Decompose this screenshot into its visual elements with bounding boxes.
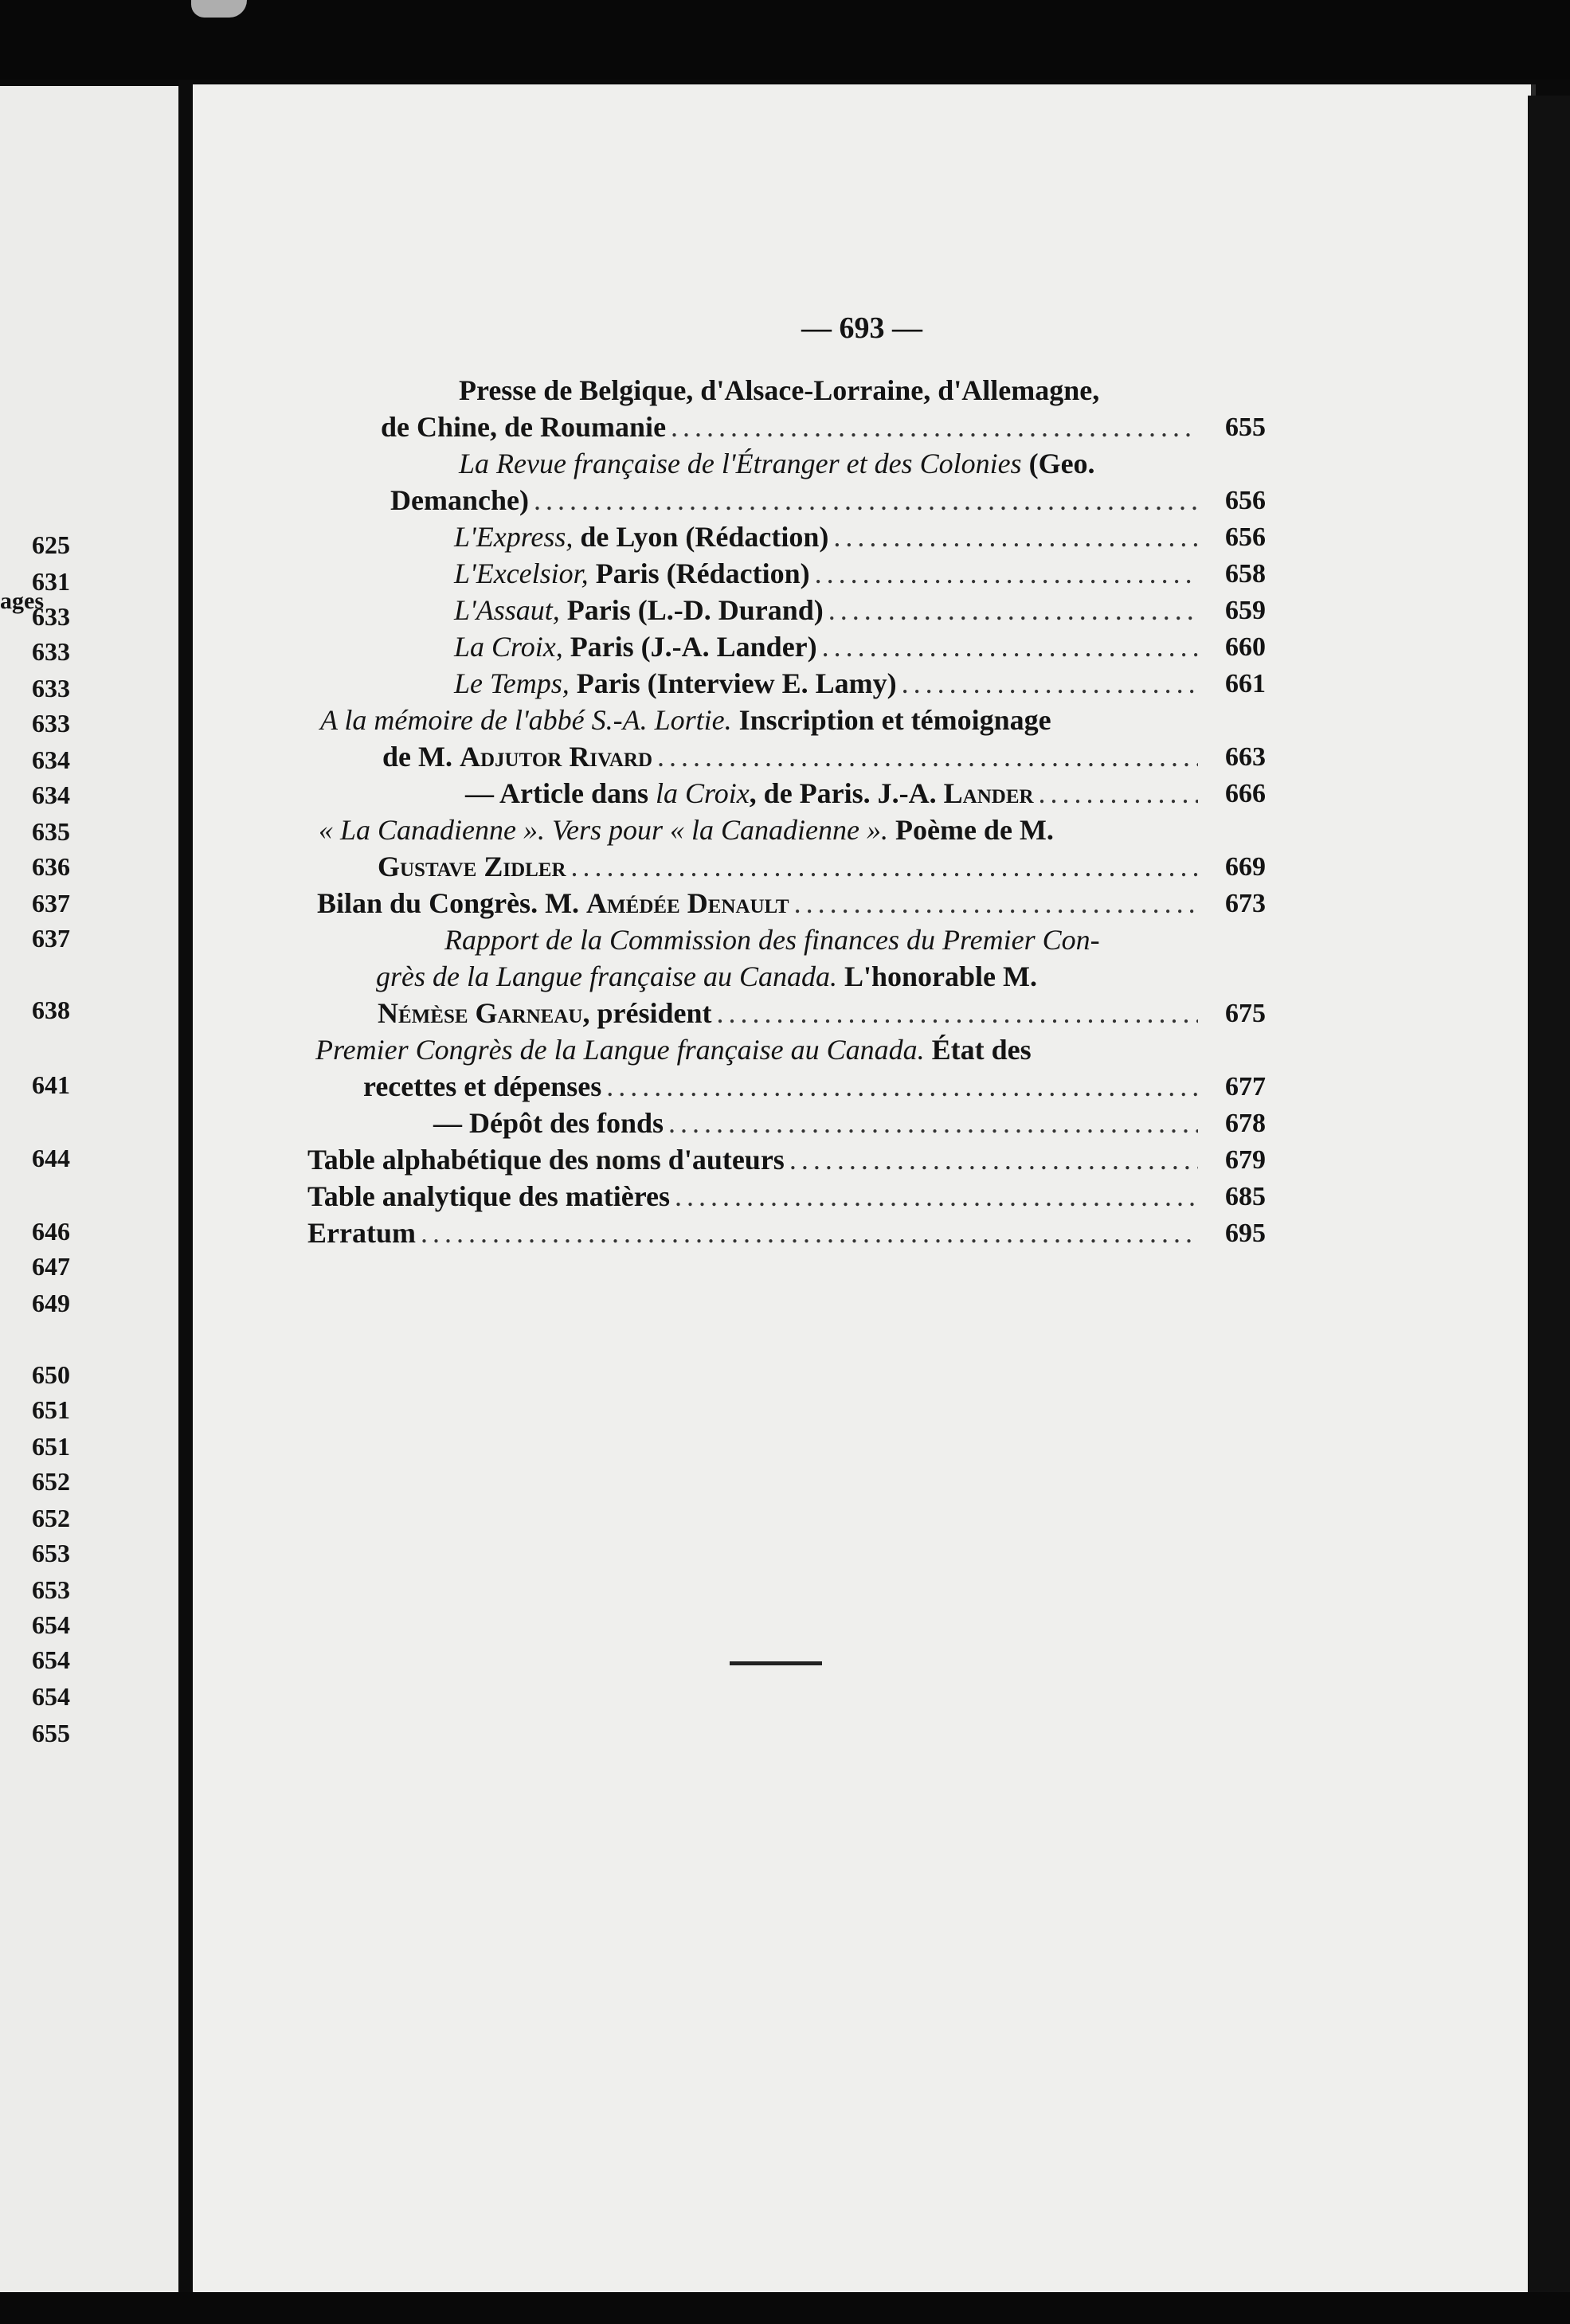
toc-entry-line (444, 922, 1100, 957)
toc-text-run: Table analytique des matières (307, 1180, 671, 1212)
left-page-number: 633 (32, 709, 70, 737)
toc-text-run: Poème de M. (887, 814, 1054, 846)
toc-text-run: Paris (Rédaction) (588, 558, 810, 589)
toc-page-number: 666 (1225, 779, 1266, 808)
toc-entry-text (459, 374, 1099, 406)
toc-text-run: « La Canadienne ». Vers pour « la Canadienne ». (319, 814, 888, 846)
toc-entry-text (444, 924, 1100, 956)
toc-entry-line (320, 702, 1051, 737)
toc-entry-text (465, 776, 1034, 811)
book-gutter (178, 80, 193, 2302)
toc-text-run: Amédée Denault (586, 887, 789, 919)
toc-entry-text (320, 704, 1051, 736)
toc-text-run: — Article dans (465, 777, 656, 809)
toc-text-run: L'Excelsior, (454, 558, 589, 589)
dot-leader (421, 1215, 1198, 1250)
toc-page-number: 669 (1225, 852, 1266, 882)
left-page-number: 652 (32, 1504, 70, 1532)
toc-text-run: Demanche) (390, 484, 529, 516)
left-page-number: 638 (32, 996, 70, 1024)
scan-blemish (191, 0, 247, 18)
toc-page-number: 658 (1225, 559, 1266, 589)
dot-leader (606, 1069, 1198, 1104)
toc-entry-text (307, 1215, 416, 1250)
dot-leader (534, 483, 1198, 518)
left-page-number: 654 (32, 1645, 70, 1674)
toc-entry-line (390, 483, 1203, 518)
dot-leader (571, 849, 1198, 884)
toc-entry-text (307, 1142, 785, 1177)
toc-page-number: 663 (1225, 742, 1266, 772)
toc-text-run: Lander (943, 777, 1034, 809)
left-page-number: 655 (32, 1719, 70, 1747)
left-page-number: 637 (32, 924, 70, 953)
toc-entry-line (454, 629, 1203, 664)
toc-entry-line (378, 996, 1203, 1031)
toc-entry-line (363, 1069, 1203, 1104)
left-page-number: 625 (32, 530, 70, 559)
left-page-number: 654 (32, 1682, 70, 1711)
toc-text-run: Paris (J.-A. Lander) (562, 631, 817, 663)
left-page-number: 634 (32, 781, 70, 809)
toc-entry-text (459, 448, 1095, 479)
dot-leader (675, 1179, 1198, 1214)
toc-entry-line (378, 849, 1203, 884)
toc-page-number: 661 (1225, 669, 1266, 698)
toc-text-run: La Revue française de l'Étranger et des Colonies (459, 448, 1022, 479)
toc-entry-line (454, 666, 1203, 701)
dot-leader (789, 1142, 1198, 1177)
toc-text-run: Inscription et témoignage (731, 704, 1051, 736)
closing-rule (730, 1661, 822, 1665)
scan-border-right (1528, 96, 1570, 2324)
left-page-number: 635 (32, 817, 70, 846)
left-page-number: 644 (32, 1144, 70, 1172)
toc-text-run: Gustave Zidler (378, 851, 566, 882)
toc-entry-line (382, 739, 1203, 774)
toc-page-number: 673 (1225, 889, 1266, 918)
left-page-header: ages (0, 588, 44, 614)
toc-entry-line (454, 593, 1203, 628)
toc-text-run: — Dépôt des fonds (433, 1107, 664, 1139)
right-page (193, 84, 1536, 2297)
toc-entry-text (454, 593, 824, 628)
toc-page-number: 685 (1225, 1182, 1266, 1211)
toc-entry-text (317, 886, 789, 921)
toc-entry-text (315, 1034, 1032, 1066)
left-page-number: 631 (32, 567, 70, 596)
toc-entry-text (376, 961, 1037, 992)
toc-text-run: Erratum (307, 1217, 416, 1249)
toc-text-run: recettes et dépenses (363, 1070, 602, 1102)
left-page-number: 646 (32, 1217, 70, 1246)
toc-page-number: 656 (1225, 486, 1266, 515)
toc-entry-line (454, 556, 1203, 591)
toc-entry-text (319, 814, 1054, 846)
page-folio: — 693 — (801, 311, 922, 345)
toc-text-run: , de Paris. J.-A. (749, 777, 944, 809)
toc-entry-line (433, 1105, 1203, 1140)
toc-text-run: L'Assaut, (454, 594, 560, 626)
toc-text-run: Premier Congrès de la Langue française au Canada. (315, 1034, 925, 1066)
left-page-number: 633 (32, 602, 70, 631)
toc-page-number: 659 (1225, 596, 1266, 625)
left-page-number: 653 (32, 1575, 70, 1604)
left-page-number: 647 (32, 1252, 70, 1281)
toc-entry-text (454, 629, 817, 664)
toc-page-number: 695 (1225, 1219, 1266, 1248)
toc-page-number: 677 (1225, 1072, 1266, 1101)
toc-text-run: Roumanie (540, 411, 667, 443)
dot-leader (794, 886, 1198, 921)
scan-border-bottom (0, 2292, 1570, 2324)
toc-page-number: 679 (1225, 1145, 1266, 1175)
left-page-number: 634 (32, 745, 70, 774)
toc-entry-text (363, 1069, 601, 1104)
toc-text-run: (Geo. (1021, 448, 1095, 479)
left-page-number: 649 (32, 1289, 70, 1317)
toc-entry-text (378, 996, 711, 1031)
toc-entry-line (307, 1142, 1203, 1177)
toc-text-run: Table alphabétique des noms d'auteurs (307, 1144, 785, 1176)
toc-text-run: Paris (L.-D. Durand) (559, 594, 824, 626)
toc-page-number: 660 (1225, 632, 1266, 662)
left-page (0, 86, 178, 2292)
dot-leader (657, 739, 1198, 774)
toc-entry-line (315, 1032, 1032, 1067)
toc-page-number: 675 (1225, 999, 1266, 1028)
toc-text-run: Rapport de la Commission des finances du Premier Con- (444, 924, 1100, 956)
toc-text-run: Presse de Belgique, d'Alsace-Lorraine, d'Allemagne, (459, 374, 1100, 406)
left-page-number: 641 (32, 1070, 70, 1099)
toc-entry-line (459, 446, 1095, 481)
left-page-number: 633 (32, 674, 70, 702)
toc-entry-text (307, 1179, 670, 1214)
toc-entry-text (454, 666, 897, 701)
toc-entry-line (319, 812, 1054, 847)
toc-page-number: 655 (1225, 413, 1266, 442)
dot-leader (671, 409, 1198, 444)
toc-text-run: Bilan du Congrès. M. (317, 887, 587, 919)
toc-entry-line (307, 1215, 1203, 1250)
toc-text-run: Adjutor Rivard (459, 741, 653, 773)
toc-entry-text (454, 556, 810, 591)
left-page-number: 636 (32, 852, 70, 881)
dot-leader (822, 629, 1198, 664)
toc-entry-text (390, 483, 529, 518)
dot-leader (1039, 776, 1198, 811)
toc-entry-line (376, 959, 1037, 994)
toc-entry-line (307, 1179, 1203, 1214)
left-page-number: 653 (32, 1539, 70, 1567)
dot-leader (902, 666, 1198, 701)
left-page-number: 651 (32, 1432, 70, 1461)
toc-entry-line (381, 409, 1203, 444)
toc-text-run: L'honorable M. (836, 961, 1037, 992)
toc-text-run: , président (582, 997, 712, 1029)
dot-leader (668, 1105, 1198, 1140)
dot-leader (828, 593, 1198, 628)
left-page-number: 651 (32, 1395, 70, 1424)
toc-page-number: 656 (1225, 522, 1266, 552)
toc-text-run: A la mémoire de l'abbé S.-A. Lortie. (320, 704, 732, 736)
toc-text-run: grès de la Langue française au Canada. (376, 961, 837, 992)
dot-leader (833, 519, 1198, 554)
toc-entry-line (459, 373, 1099, 408)
dot-leader (815, 556, 1198, 591)
toc-text-run: Paris (Interview E. Lamy) (569, 667, 897, 699)
toc-text-run: de M. (382, 741, 460, 773)
toc-entry-text (382, 739, 652, 774)
toc-text-run: de Chine, de (381, 411, 541, 443)
toc-entry-line (317, 886, 1203, 921)
toc-entry-line (465, 776, 1203, 811)
toc-entry-text (433, 1105, 664, 1140)
dot-leader (716, 996, 1198, 1031)
toc-text-run: L'Express, (454, 521, 574, 553)
toc-text-run: La Croix, (454, 631, 563, 663)
toc-entry-line (454, 519, 1203, 554)
left-page-number: 633 (32, 637, 70, 666)
toc-page-number: 678 (1225, 1109, 1266, 1138)
left-page-number: 654 (32, 1610, 70, 1639)
toc-text-run: Le Temps, (454, 667, 570, 699)
toc-entry-text (454, 519, 828, 554)
toc-text-run: État des (924, 1034, 1032, 1066)
toc-entry-text (378, 849, 566, 884)
toc-text-run: la Croix (656, 777, 750, 809)
toc-text-run: Némèse Garneau (378, 997, 583, 1029)
toc-entry-text (381, 409, 666, 444)
left-page-number: 650 (32, 1360, 70, 1389)
left-page-number: 637 (32, 889, 70, 917)
toc-text-run: de Lyon (Rédaction) (573, 521, 829, 553)
left-page-number: 652 (32, 1467, 70, 1496)
